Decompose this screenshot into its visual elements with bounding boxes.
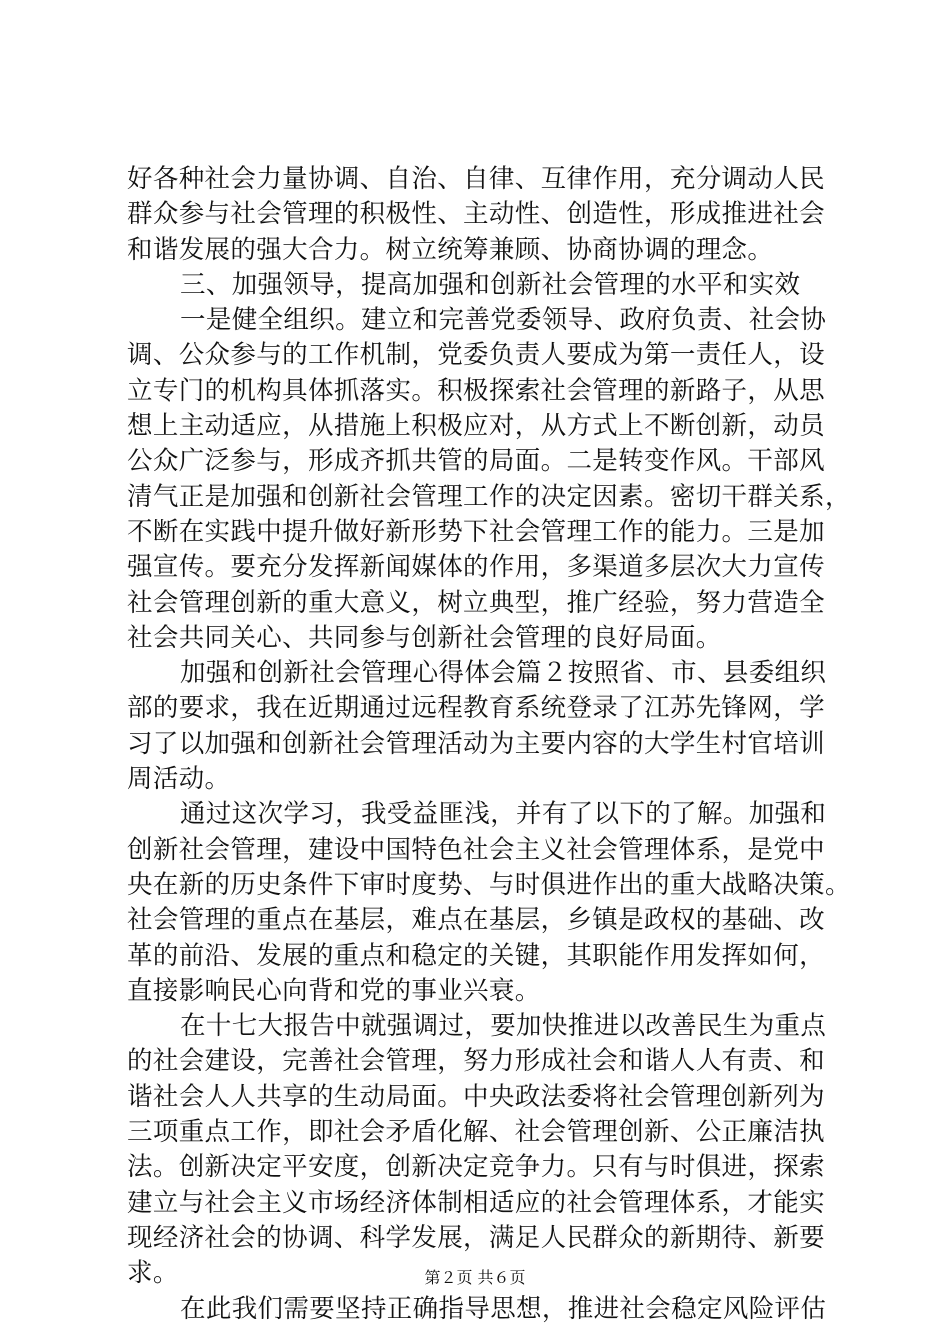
text-line: 三、加强领导，提高加强和创新社会管理的水平和实效 xyxy=(180,269,801,300)
text-line: 调、公众参与的工作机制，党委负责人要成为第一责任人，设 xyxy=(127,340,825,371)
text-line: 群众参与社会管理的积极性、主动性、创造性，形成推进社会 xyxy=(127,199,825,230)
text-line: 法。创新决定平安度，创新决定竞争力。只有与时俱进，探索 xyxy=(127,1152,825,1183)
text-line: 周活动。 xyxy=(127,764,231,795)
text-line: 加强和创新社会管理心得体会篇２按照省、市、县委组织 xyxy=(180,658,827,689)
text-line: 社会管理创新的重大意义，树立典型，推广经验，努力营造全 xyxy=(127,587,825,618)
text-line: 公众广泛参与，形成齐抓共管的局面。二是转变作风。干部风 xyxy=(127,446,825,477)
text-line: 创新社会管理，建设中国特色社会主义社会管理体系，是党中 xyxy=(127,834,825,865)
text-line: 建立与社会主义市场经济体制相适应的社会管理体系，才能实 xyxy=(127,1187,825,1218)
text-line: 直接影响民心向背和党的事业兴衰。 xyxy=(127,975,541,1006)
text-line: 强宣传。要充分发挥新闻媒体的作用，多渠道多层次大力宣传 xyxy=(127,552,825,583)
text-line: 立专门的机构具体抓落实。积极探索社会管理的新路子，从思 xyxy=(127,375,825,406)
text-line: 通过这次学习，我受益匪浅，并有了以下的了解。加强和 xyxy=(180,799,827,830)
text-line: 和谐发展的强大合力。树立统筹兼顾、协商协调的理念。 xyxy=(127,234,774,265)
text-line: 央在新的历史条件下审时度势、与时俱进作出的重大战略决策。 xyxy=(127,869,851,900)
text-line: 一是健全组织。建立和完善党委领导、政府负责、社会协 xyxy=(180,305,827,336)
document-body xyxy=(127,162,851,1327)
page-number-footer: 第２页 共６页 xyxy=(424,1268,526,1287)
text-line: 求。 xyxy=(127,1258,179,1289)
text-line: 三项重点工作，即社会矛盾化解、社会管理创新、公正廉洁执 xyxy=(127,1117,825,1148)
text-line: 的社会建设，完善社会管理，努力形成社会和谐人人有责、和 xyxy=(127,1046,825,1077)
text-line: 在十七大报告中就强调过，要加快推进以改善民生为重点 xyxy=(180,1011,827,1042)
text-line: 现经济社会的协调、科学发展，满足人民群众的新期待、新要 xyxy=(127,1222,825,1253)
text-line: 想上主动适应，从措施上积极应对，从方式上不断创新，动员 xyxy=(127,411,825,442)
text-line: 谐社会人人共享的生动局面。中央政法委将社会管理创新列为 xyxy=(127,1081,825,1112)
text-line: 好各种社会力量协调、自治、自律、互律作用，充分调动人民 xyxy=(127,164,825,194)
text-line: 不断在实践中提升做好新形势下社会管理工作的能力。三是加 xyxy=(127,516,825,547)
text-line: 习了以加强和创新社会管理活动为主要内容的大学生村官培训 xyxy=(127,728,825,759)
text-line: 部的要求，我在近期通过远程教育系统登录了江苏先锋网，学 xyxy=(127,693,825,724)
text-line: 在此我们需要坚持正确指导思想，推进社会稳定风险评估 xyxy=(180,1293,827,1324)
text-line: 清气正是加强和创新社会管理工作的决定因素。密切干群关系， xyxy=(127,481,851,512)
text-line: 社会管理的重点在基层，难点在基层，乡镇是政权的基础、改 xyxy=(127,905,825,936)
text-line: 革的前沿、发展的重点和稳定的关键，其职能作用发挥如何， xyxy=(127,940,825,971)
text-line: 社会共同关心、共同参与创新社会管理的良好局面。 xyxy=(127,622,722,653)
